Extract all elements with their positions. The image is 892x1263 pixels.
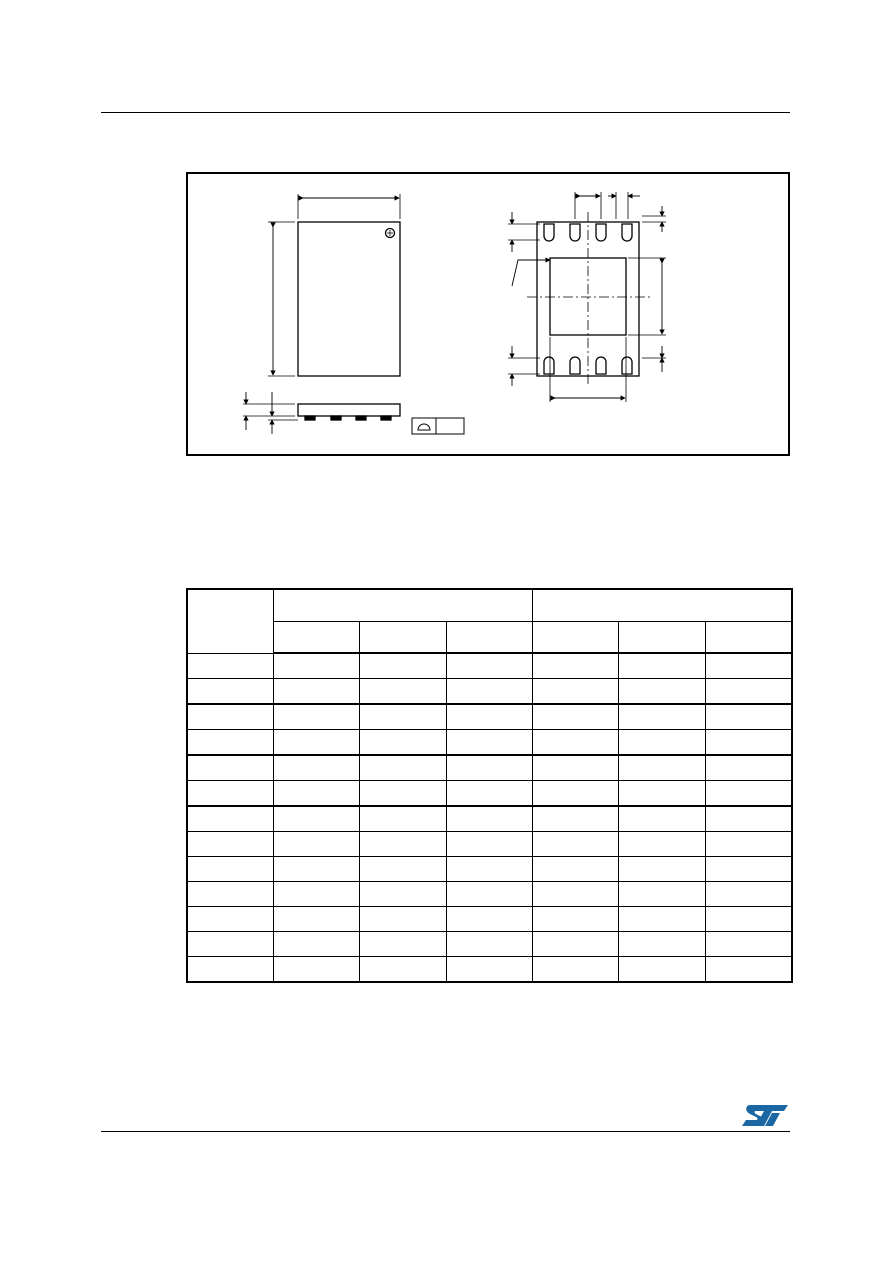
table-row [187,653,792,679]
table-cell [618,957,705,983]
table-cell [359,755,446,781]
table-cell [446,832,532,857]
table-cell [705,907,792,932]
table-cell [359,957,446,983]
table-cell [446,857,532,882]
header-cell [705,622,792,654]
table-cell [532,653,618,679]
table-row [187,882,792,907]
table-cell [618,857,705,882]
package-outline-figure [186,172,790,456]
table-cell [532,957,618,983]
table-cell [705,653,792,679]
header-cell [532,589,792,622]
table-cell [187,653,273,679]
table-cell [187,781,273,807]
table-cell [532,781,618,807]
table-cell [446,704,532,730]
table-row [187,755,792,781]
table-cell [532,755,618,781]
table-cell [359,932,446,957]
table-cell [618,781,705,807]
table-cell [618,882,705,907]
table-cell [359,704,446,730]
table-cell [273,957,359,983]
header-cell [273,589,532,622]
table-cell [446,653,532,679]
table-cell [273,832,359,857]
table-cell [446,755,532,781]
table-cell [446,932,532,957]
table-row [187,932,792,957]
table-row [187,679,792,705]
table-cell [705,755,792,781]
header-cell [273,622,359,654]
header-cell [187,589,273,653]
table-cell [187,832,273,857]
table-row [187,857,792,882]
table-cell [273,653,359,679]
table-body [187,653,792,982]
table-cell [532,932,618,957]
table-cell [532,806,618,832]
table-cell [705,857,792,882]
table-cell [446,679,532,705]
table-cell [705,781,792,807]
table-row [187,907,792,932]
table-cell [187,882,273,907]
table-cell [273,907,359,932]
table-cell [273,679,359,705]
table-cell [618,679,705,705]
table-cell [446,781,532,807]
table-cell [273,730,359,756]
table-cell [618,755,705,781]
table-cell [618,806,705,832]
table-cell [187,857,273,882]
table-cell [359,806,446,832]
table-cell [705,832,792,857]
table-cell [532,832,618,857]
table-row [187,957,792,983]
table-cell [187,704,273,730]
table-row [187,781,792,807]
table-cell [446,806,532,832]
table-cell [705,806,792,832]
package-drawing [188,174,788,454]
top-view-body [298,222,400,376]
table-cell [618,932,705,957]
table-cell [359,907,446,932]
table-row [187,704,792,730]
table-cell [532,857,618,882]
table-cell [187,957,273,983]
table-row [187,832,792,857]
table-cell [446,730,532,756]
table-cell [273,781,359,807]
table-cell [187,730,273,756]
side-view-body [298,404,400,416]
table-cell [705,882,792,907]
table-cell [446,907,532,932]
table-cell [273,882,359,907]
st-logo-icon [742,1103,788,1128]
table-cell [359,882,446,907]
table-cell [359,832,446,857]
table-cell [187,932,273,957]
table-cell [359,781,446,807]
table-cell [446,957,532,983]
table-cell [618,704,705,730]
table-cell [532,882,618,907]
table-cell [359,857,446,882]
header-rule [101,112,790,113]
table-cell [705,679,792,705]
table-cell [359,679,446,705]
table-cell [273,857,359,882]
table-cell [618,907,705,932]
table-cell [187,755,273,781]
table-cell [532,907,618,932]
table-cell [359,653,446,679]
table-cell [273,932,359,957]
table-cell [532,704,618,730]
table-cell [532,679,618,705]
table-cell [705,957,792,983]
header-cell [532,622,618,654]
header-cell [618,622,705,654]
header-cell [359,622,446,654]
table-cell [273,704,359,730]
footer-rule [101,1131,790,1132]
table-cell [187,907,273,932]
table-cell [187,679,273,705]
header-cell [446,622,532,654]
table-cell [273,806,359,832]
table-cell [446,882,532,907]
table-cell [705,932,792,957]
table-row [187,730,792,756]
table-cell [618,653,705,679]
dimensions-table [186,588,793,983]
table-cell [705,704,792,730]
table-cell [705,730,792,756]
table-cell [618,730,705,756]
table-cell [273,755,359,781]
table-cell [532,730,618,756]
table-cell [187,806,273,832]
table-cell [618,832,705,857]
table-row [187,806,792,832]
table-cell [359,730,446,756]
